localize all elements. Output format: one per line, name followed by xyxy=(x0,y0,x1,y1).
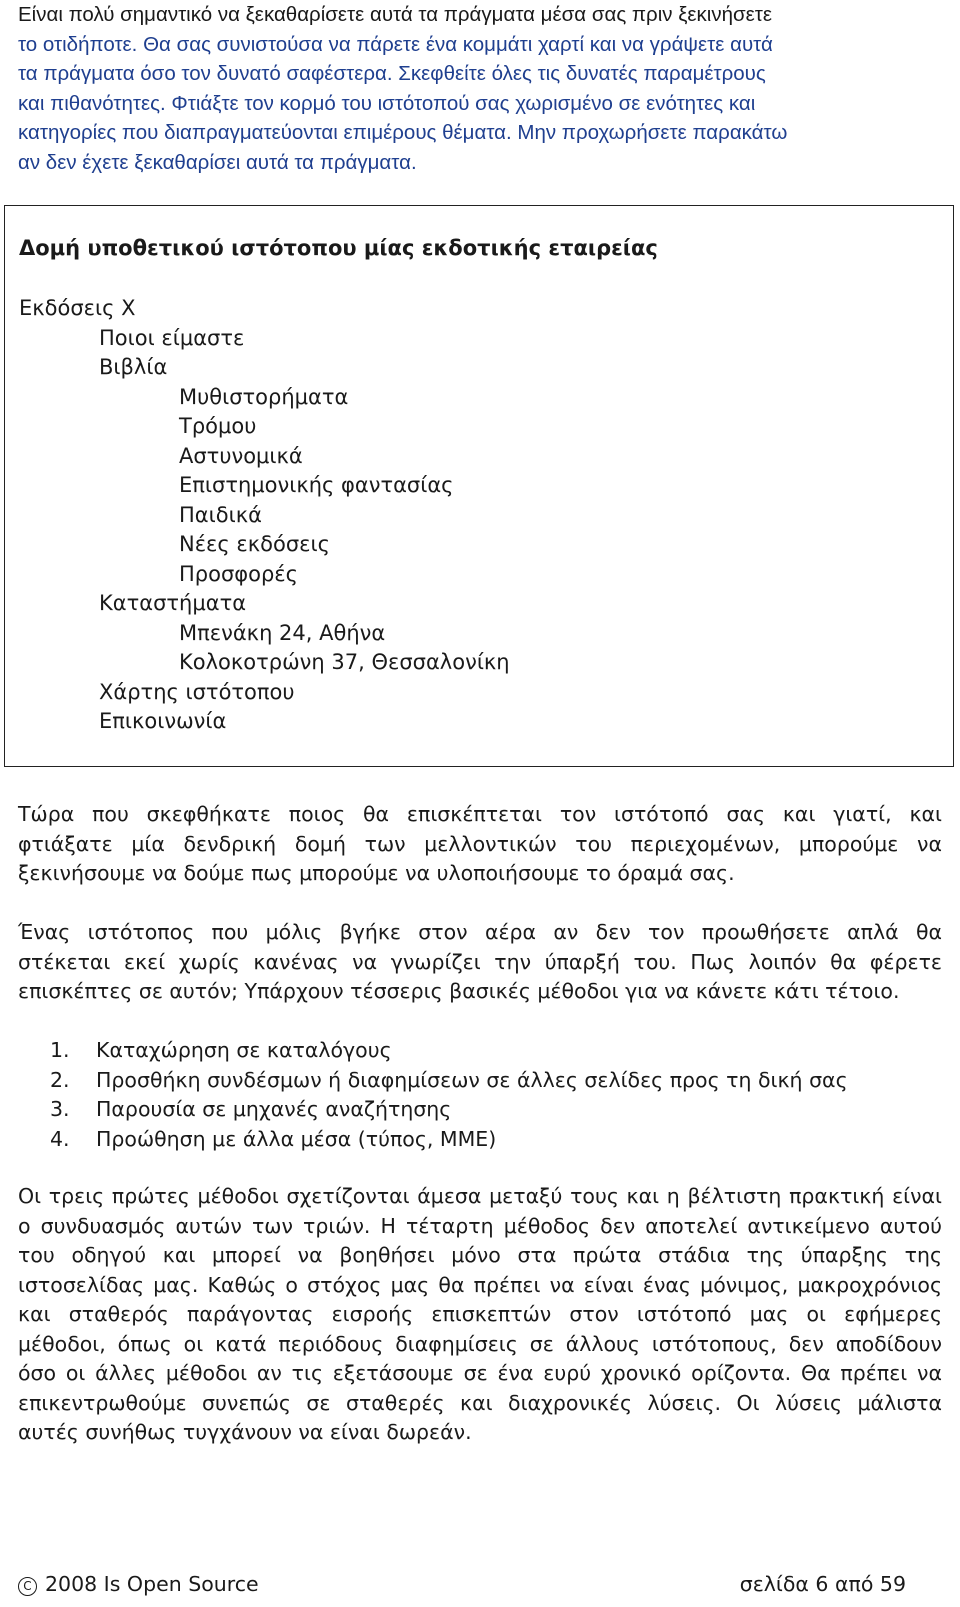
tree-node: Βιβλία xyxy=(99,355,168,379)
tree-node: Παιδικά xyxy=(179,502,262,527)
site-structure-tree xyxy=(19,294,510,737)
footer-page-number: σελίδα 6 από 59 xyxy=(739,1572,906,1596)
paragraph-line: μέθοδοι, όπως οι κατά περιόδους διαφημίσεις σε άλλους ιστότοπους, δεν αποδίδουν xyxy=(18,1331,942,1356)
tree-node: Νέες εκδόσεις xyxy=(179,532,330,556)
paragraph-tree-summary xyxy=(18,800,942,889)
tree-node: Αστυνομικά xyxy=(179,443,303,468)
list-item xyxy=(50,1095,848,1125)
tree-node: Μπενάκη 24, Αθήνα xyxy=(179,620,386,645)
intro-line: και πιθανότητες. Φτιάξτε τον κορμό του ιστότοπού σας χωρισμένο σε ενότητες και xyxy=(18,91,756,115)
paragraph-methods-discussion xyxy=(18,1182,942,1448)
paragraph-line: επικεντρωθούμε συνεπώς σε σταθερές και διαχρονικές λύσεις. Οι λύσεις μάλιστα xyxy=(18,1390,942,1415)
paragraph-line: φτιάξατε μία δενδρική δομή των μελλοντικών του περιεχομένων, μπορούμε να xyxy=(18,831,942,856)
list-item xyxy=(50,1125,848,1155)
list-item-number: 2. xyxy=(50,1067,70,1092)
tree-node: Επιστημονικής φαντασίας xyxy=(179,473,454,497)
intro-line: τα πράγματα όσο τον δυνατό σαφέστερα. Σκεφθείτε όλες τις δυνατές παραμέτρους xyxy=(18,62,766,85)
tree-node: Τρόμου xyxy=(179,414,257,438)
intro-line: το οτιδήποτε. Θα σας συνιστούσα να πάρετε ένα κομμάτι χαρτί και να γράψετε αυτά xyxy=(18,32,773,56)
intro-line: Είναι πολύ σημαντικό να ξεκαθαρίσετε αυτά τα πράγματα μέσα σας πριν ξεκινήσετε xyxy=(18,3,773,26)
paragraph-line: αυτές συνήθως τυγχάνουν να είναι δωρεάν. xyxy=(18,1420,472,1444)
list-item-number: 3. xyxy=(50,1097,70,1121)
list-item-number: 4. xyxy=(50,1126,70,1151)
list-item-text: Παρουσία σε μηχανές αναζήτησης xyxy=(96,1097,452,1121)
paragraph-line: ξεκινήσουμε να δούμε πως μπορούμε να υλοποιήσουμε το όραμά σας. xyxy=(18,861,735,885)
tree-node: Μυθιστορήματα xyxy=(179,384,349,409)
paragraph-line: Οι τρεις πρώτες μέθοδοι σχετίζονται άμεσα μεταξύ τους και η βέλτιστη πρακτική είναι xyxy=(18,1184,942,1208)
list-item-number: 1. xyxy=(50,1038,70,1062)
footer-copyright-text: 2008 Is Open Source xyxy=(45,1572,259,1596)
copyright-icon: C xyxy=(18,1577,37,1596)
site-structure-box xyxy=(4,205,954,767)
list-item xyxy=(50,1066,848,1096)
tree-node: Εκδόσεις Χ xyxy=(19,296,136,320)
paragraph-line: Ένας ιστότοπος που μόλις βγήκε στον αέρα αν δεν τον προωθήσετε απλά θα xyxy=(18,920,942,944)
footer-copyright xyxy=(18,1570,259,1599)
paragraph-line: όσο οι άλλες μέθοδοι αν τις εξετάσουμε σε ένα ευρύ χρονικό ορίζοντα. Θα πρέπει να xyxy=(18,1361,942,1385)
list-item-text: Καταχώρηση σε καταλόγους xyxy=(96,1038,392,1062)
paragraph-line: ιστοσελίδας μας. Καθώς ο στόχος μας θα πρέπει να είναι ένας μόνιμος, μακροχρόνιος xyxy=(18,1272,942,1297)
list-item xyxy=(50,1036,848,1066)
tree-node: Ποιοι είμαστε xyxy=(99,325,245,350)
page-footer xyxy=(18,1570,906,1599)
tree-node: Καταστήματα xyxy=(99,591,247,615)
intro-line: κατηγορίες που διαπραγματεύονται επιμέρους θέματα. Μην προχωρήσετε παρακάτω xyxy=(18,121,788,144)
paragraph-line: και σταθερός παράγοντας εισροής επισκεπτών στον ιστότοπό μας οι εφήμερες xyxy=(18,1302,942,1326)
tree-node: Κολοκοτρώνη 37, Θεσσαλονίκη xyxy=(179,650,510,674)
site-structure-title: Δομή υποθετικού ιστότοπου μίας εκδοτικής εταιρείας xyxy=(19,236,658,260)
paragraph-line: επισκέπτες σε αυτόν; Υπάρχουν τέσσερις βασικές μέθοδοι για να κάνετε κάτι τέτοιο. xyxy=(18,979,900,1003)
list-item-text: Προσθήκη συνδέσμων ή διαφημίσεων σε άλλες σελίδες προς τη δική σας xyxy=(96,1067,848,1092)
list-item-text: Προώθηση με άλλα μέσα (τύπος, ΜΜΕ) xyxy=(96,1126,497,1151)
tree-node: Προσφορές xyxy=(179,561,298,586)
paragraph-line: στέκεται εκεί χωρίς κανένας να γνωρίζει την ύπαρξή του. Πως λοιπόν θα φέρετε xyxy=(18,949,942,974)
intro-line: αν δεν έχετε ξεκαθαρίσει αυτά τα πράγματα. xyxy=(18,150,417,174)
paragraph-line: ο συνδυασμός αυτών των τριών. Η τέταρτη μέθοδος δεν αποτελεί αντικείμενο αυτού xyxy=(18,1213,942,1238)
methods-list xyxy=(50,1036,848,1154)
tree-node: Επικοινωνία xyxy=(99,709,227,733)
paragraph-promotion-intro xyxy=(18,918,942,1007)
intro-paragraph xyxy=(18,0,948,177)
tree-node: Χάρτης ιστότοπου xyxy=(99,679,295,704)
paragraph-line: Τώρα που σκεφθήκατε ποιος θα επισκέπτεται τον ιστότοπό σας και γιατί, και xyxy=(18,802,942,826)
paragraph-line: του οδηγού και μπορεί να βοηθήσει μόνο στα πρώτα στάδια της ύπαρξης της xyxy=(18,1243,942,1267)
